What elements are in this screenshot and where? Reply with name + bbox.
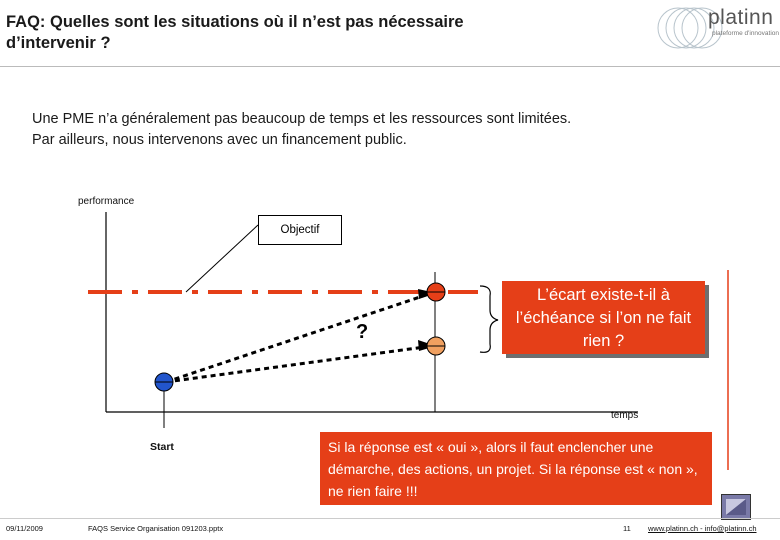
footer-page-number: 11: [623, 524, 631, 533]
answer-box: Si la réponse est « oui », alors il faut enclencher une démarche, des actions, un projet. Si la réponse est « non », ne rien faire !!!: [320, 432, 712, 505]
x-axis-label: temps: [611, 410, 639, 421]
gap-question-callout: [502, 281, 705, 354]
logo-subtitle: plateforme d'innovation: [712, 30, 780, 37]
logo-text: platinn: [708, 6, 774, 29]
start-label: Start: [150, 441, 174, 453]
footer-links[interactable]: www.platinn.ch - info@platinn.ch: [648, 524, 757, 533]
y-axis-label: performance: [78, 196, 135, 207]
next-slide-icon: [722, 495, 750, 519]
trajectory-do-nothing: [166, 346, 432, 382]
next-slide-button[interactable]: [721, 494, 751, 520]
callout-text: L’écart existe-t-il à l’échéance si l’on ne fait rien ?: [515, 286, 692, 350]
intro-line-2: Par ailleurs, nous intervenons avec un financement public.: [32, 132, 407, 148]
objectif-label-box: Objectif: [258, 215, 342, 245]
trajectory-to-objective: [166, 293, 432, 382]
footer-divider: [0, 518, 780, 519]
page-title: FAQ: Quelles sont les situations où il n’est pas nécessaire d’intervenir ?: [6, 13, 464, 52]
intro-line-1: Une PME n’a généralement pas beaucoup de temps et les ressources sont limitées.: [32, 111, 572, 127]
footer-filename: FAQS Service Organisation 091203.pptx: [88, 524, 224, 533]
gap-brace: [480, 286, 498, 352]
objectif-pointer: [186, 225, 258, 292]
question-mark: ?: [356, 321, 369, 343]
footer-date: 09/11/2009: [6, 524, 43, 533]
